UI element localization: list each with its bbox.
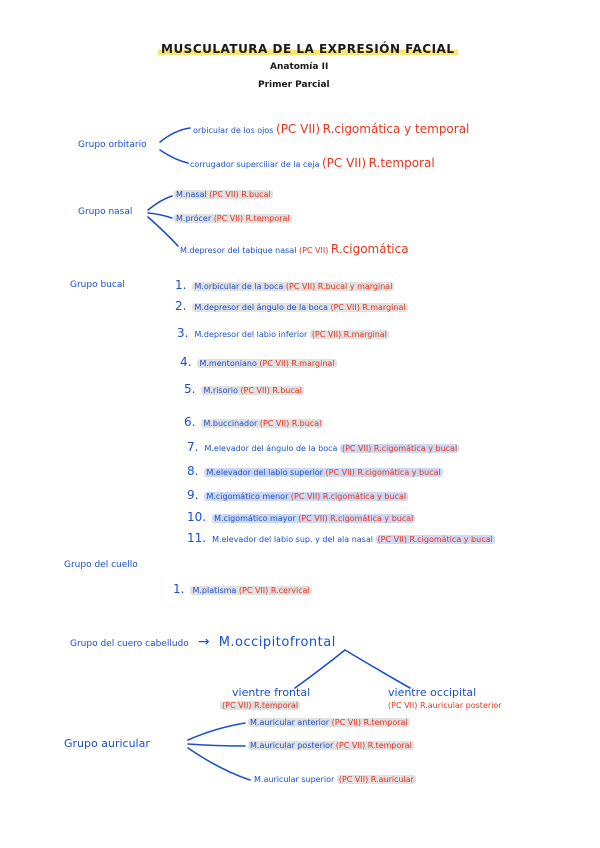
muscle-name: M.depresor del labio inferior [194,330,308,339]
muscle-name: M.elevador del labio sup. y del ala nasal [212,535,373,544]
item-number: 3. [177,326,189,340]
nerve: (PC VII) [311,330,342,339]
branch: R.cigomática y temporal [322,122,470,136]
nerve: (PC VII) [240,386,270,395]
muscle-name: M.buccinador [203,419,258,428]
vientre-frontal-name: vientre frontal [232,686,311,699]
auricular-branch-3 [188,748,250,780]
muscle-name: M.occipitofrontal [218,635,336,650]
nerve: (PC VII) [330,303,360,312]
item-number: 10. [187,510,207,524]
auricular-branch-2 [188,744,245,746]
muscle-name: M.auricular superior [254,775,335,784]
nasal-row-1 [174,190,273,199]
item-number: 8. [187,464,199,478]
item-number: 6. [184,415,196,429]
vientre-frontal [222,686,311,710]
nerve: (PC VII) [259,419,290,428]
nerve: (PC VII) [325,468,355,477]
item-number: 1. [175,278,187,292]
bucal-row-10 [187,510,415,524]
branch: R.marginal [362,303,406,312]
bucal-row-4 [180,355,337,369]
branch: R.temporal [245,214,290,223]
muscle-name: M.depresor del tabique nasal [180,246,297,255]
item-number: 7. [187,440,199,454]
muscle-name: M.orbicular de la boca [194,282,284,291]
arrow-right-icon: → [197,634,210,650]
orbitario-branch-top [160,128,190,142]
nerve: (PC VII) [335,741,366,750]
nerve: (PC VII) [388,701,418,710]
item-number: 1. [173,582,185,596]
bucal-row-2 [175,299,408,313]
auricular-branch-1 [188,723,245,740]
bucal-row-3 [177,326,389,340]
occipitofrontal-branch-right [345,650,410,688]
group-cuello-label: Grupo del cuello [64,560,138,570]
branch: R.temporal [254,701,299,710]
group-bucal-label: Grupo bucal [70,280,125,290]
nerve: (PC VII) [341,444,372,453]
vientre-occipital [388,686,502,710]
muscle-name: M.elevador del labio superior [206,468,323,477]
muscle-name: M.risorio [203,386,238,395]
muscle-name: M.auricular posterior [250,741,334,750]
group-cuero-label: Grupo del cuero cabelludo [70,639,189,649]
muscle-name: M.mentoniano [199,359,257,368]
branch: R.cigomática y bucal [357,468,441,477]
nasal-branch-1 [148,196,172,210]
bucal-row-7 [187,440,459,454]
occipitofrontal-branch-left [295,650,345,688]
item-number: 9. [187,488,199,502]
muscle-name: M.cigomático menor [206,492,289,501]
cuello-row [173,582,312,596]
item-number: 11. [187,531,207,545]
nasal-branch-2 [148,213,172,218]
nerve: (PC VII) [213,214,244,223]
orbitario-row-2 [190,156,435,170]
nerve: (PC VII) [331,718,362,727]
muscle-name: M.platisma [192,586,237,595]
bucal-row-5 [184,382,304,396]
branch: R.marginal [343,330,387,339]
orbitario-row-1 [193,122,469,136]
group-nasal-label: Grupo nasal [78,207,133,217]
branch: R.temporal [367,741,412,750]
page-title [158,38,458,57]
bucal-row-11 [187,530,587,548]
muscle-name: orbicular de los ojos [193,126,274,135]
subtitle-exam: Primer Parcial [258,80,330,90]
branch: R.auricular posterior [419,701,502,710]
subtitle-course: Anatomía II [270,62,329,72]
bucal-row-8 [187,464,443,478]
muscle-name: M.nasal [176,190,207,199]
nerve: (PC VII) [298,514,328,523]
branch: R.marginal [291,359,335,368]
branch: R.bucal [291,419,322,428]
group-orbitario-label: Grupo orbitario [78,140,147,150]
nerve: (PC VII) [259,359,289,368]
muscle-name: M.auricular anterior [250,718,330,727]
nerve: (PC VII) [285,282,316,291]
nerve: (PC VII) [222,701,252,710]
nerve: (PC VII) [321,156,367,170]
muscle-name: M.elevador del ángulo de la boca [204,444,338,453]
nerve: (PC VII) [238,586,269,595]
nerve: (PC VII) [290,492,321,501]
auricular-row-2 [248,741,414,750]
auricular-row-3 [254,775,416,784]
branch: R.cervical [270,586,310,595]
nerve: (PC VII) [377,535,407,544]
cuero-row [70,631,336,650]
muscle-name: M.prócer [176,214,212,223]
branch: R.bucal [272,386,302,395]
branch: R.cigomática [330,242,409,256]
item-number: 4. [180,355,192,369]
branch: R.cigomática y bucal [322,492,407,501]
muscle-name: corrugador superciliar de la ceja [190,160,320,169]
auricular-row-1 [248,718,410,727]
bucal-row-9 [187,488,408,502]
group-auricular-label: Grupo auricular [64,737,150,750]
branch: R.temporal [363,718,408,727]
branch: R.bucal [241,190,271,199]
nasal-row-3 [180,242,409,256]
vientre-occipital-name: vientre occipital [388,686,477,699]
title-text: MUSCULATURA DE LA EXPRESIÓN FACIAL [158,42,458,56]
branch: R.cigomática y bucal [373,444,458,453]
branch: R.temporal [368,156,435,170]
nerve: (PC VII) [338,775,369,784]
muscle-name: M.depresor del ángulo de la boca [194,303,328,312]
item-number: 2. [175,299,187,313]
branch: R.cigomática y bucal [409,535,493,544]
nasal-row-2 [174,214,292,223]
item-number: 5. [184,382,196,396]
muscle-name: M.cigomático mayor [214,514,296,523]
nerve: (PC VII) [209,190,239,199]
branch: R.bucal y marginal [317,282,393,291]
bucal-row-1 [175,278,394,292]
nerve: (PC VII) [298,246,329,255]
nerve: (PC VII) [276,122,321,136]
bucal-row-6 [184,415,323,429]
branch: R.cigomática y bucal [330,514,414,523]
orbitario-branch-bottom [160,150,188,163]
branch: R.auricular [370,775,414,784]
